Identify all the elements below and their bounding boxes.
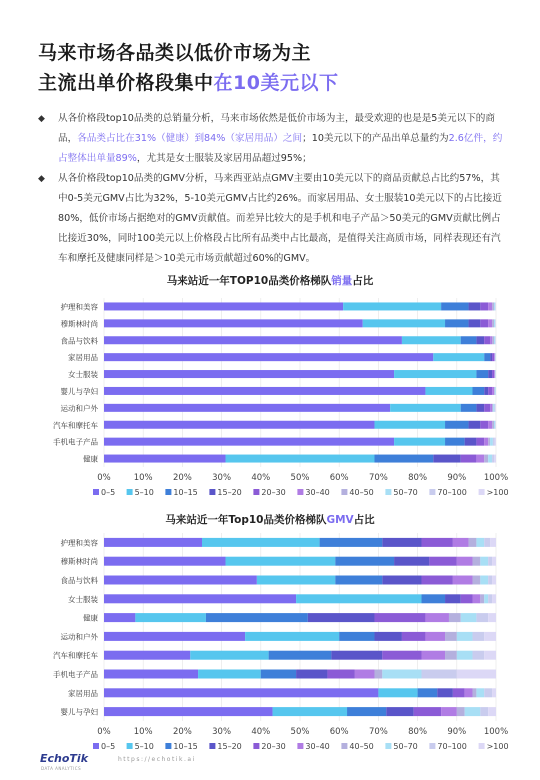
chart-1-bar-segment — [335, 576, 382, 585]
chart-0-bar-segment — [488, 455, 492, 463]
chart-1-legend-label: 0–5 — [101, 742, 116, 751]
chart-0-bar-segment — [492, 353, 494, 361]
chart-0-bar-segment — [492, 421, 494, 429]
chart-0-category-label: 穆斯林时尚 — [60, 319, 98, 329]
chart-1-x-tick-label: 60% — [329, 727, 349, 737]
chart-0-bar-segment — [476, 336, 484, 344]
sales-share-chart — [0, 290, 540, 510]
chart-1-bar-segment — [206, 613, 308, 622]
chart-1-legend-label: 50–70 — [393, 742, 418, 751]
chart-0-x-tick-label: 90% — [447, 473, 467, 483]
chart-0-legend-label: 5–10 — [134, 488, 154, 497]
chart-1-bar-segment — [484, 688, 492, 697]
chart-0-bar-segment — [461, 404, 477, 412]
chart-0-bar-segment — [493, 404, 494, 412]
chart-1-bar-segment — [296, 594, 421, 603]
chart-0-legend-swatch — [93, 489, 99, 495]
echotik-logo: EchoTik — [40, 752, 89, 765]
bullet-sales-mid: ；10美元以下的产品出单总量约为 — [302, 133, 449, 144]
gmv-chart-title-text: 马来站近一年Top10品类价格梯队 — [165, 514, 327, 526]
chart-1-category-label: 运动和户外 — [60, 632, 98, 642]
chart-1-bar-segment — [465, 688, 473, 697]
chart-1-bar-segment — [104, 594, 296, 603]
chart-0-bar-segment — [488, 421, 492, 429]
chart-0-bar-segment — [480, 319, 488, 327]
chart-1-bar-segment — [374, 632, 401, 641]
chart-0-bar-segment — [104, 387, 425, 395]
chart-1-bar-segment — [355, 670, 375, 679]
chart-1-bar-segment — [414, 707, 441, 716]
chart-0-legend-label: 30–40 — [305, 488, 330, 497]
chart-0-x-tick-label: 30% — [212, 473, 232, 483]
logo-subtitle: DATA ANALYTICS — [41, 766, 82, 771]
chart-0-bar-segment — [445, 438, 465, 446]
bullet-gmv-text: 从各价格段top10品类的GMV分析，马来西亚站点GMV主要由10美元以下的商品贡献总占比约57%，其中0-5美元GMV占比为32%，5-10美元GMV占比约26%。而家居用品、女士服装10美元以下的占比接近80%，低价市场占据绝对的GMV贡献值。而差异比较大的是手机和电子产品＞50美元的GMV贡献比例占比接近30%，同时100美元以上价格段占比所有品类中占比最高，是值得关注高质市场，同样表现还有汽车和摩托及健康同样是＞10美元市场贡献超过60%的GMV。 — [58, 173, 502, 264]
chart-0-legend-swatch — [297, 489, 303, 495]
chart-1-bar-segment — [339, 632, 374, 641]
chart-1-bar-segment — [257, 576, 335, 585]
chart-0-bar-segment — [490, 353, 492, 361]
sales-chart-title-highlight: 销量 — [331, 275, 353, 287]
chart-0-legend-swatch — [341, 489, 347, 495]
chart-0-x-tick-label: 50% — [290, 473, 310, 483]
diamond-icon: ◆ — [38, 114, 45, 124]
chart-0-bar-segment — [465, 438, 477, 446]
chart-1-x-tick-label: 20% — [172, 727, 192, 737]
chart-0-bar-segment — [495, 387, 496, 395]
sales-chart-title-text: 马来站近一年TOP10品类价格梯队 — [166, 275, 332, 287]
chart-1-bar-segment — [457, 632, 473, 641]
chart-0-bar-segment — [488, 302, 492, 310]
chart-1-legend-label: 40–50 — [349, 742, 374, 751]
chart-1-bar-segment — [461, 594, 473, 603]
chart-0-category-label: 食品与饮料 — [60, 336, 98, 346]
chart-1-x-tick-label: 10% — [133, 727, 153, 737]
chart-0-bar-segment — [494, 336, 495, 344]
chart-0-bar-segment — [492, 302, 494, 310]
chart-1-bar-segment — [461, 613, 477, 622]
chart-0-bar-segment — [492, 387, 494, 395]
chart-0-bar-segment — [104, 421, 374, 429]
chart-1-bar-segment — [104, 538, 202, 547]
chart-1-bar-segment — [488, 707, 496, 716]
chart-1-legend-swatch — [165, 743, 171, 749]
gmv-chart-title-highlight: GMV — [326, 514, 354, 526]
chart-1-legend-swatch — [429, 743, 435, 749]
chart-1-category-label: 汽车和摩托车 — [53, 651, 98, 661]
chart-1-bar-segment — [104, 632, 245, 641]
chart-1-bar-segment — [453, 538, 469, 547]
chart-0-legend-swatch — [209, 489, 215, 495]
chart-0-x-tick-label: 80% — [408, 473, 428, 483]
chart-0-bar-segment — [104, 404, 390, 412]
chart-0-bar-segment — [495, 404, 496, 412]
chart-1-bar-segment — [484, 651, 496, 660]
chart-0-bar-segment — [445, 319, 469, 327]
chart-0-bar-segment — [226, 455, 375, 463]
chart-0-x-tick-label: 70% — [368, 473, 388, 483]
chart-0-bar-segment — [433, 353, 484, 361]
chart-0-bar-segment — [104, 370, 394, 378]
chart-1-x-tick-label: 90% — [447, 727, 467, 737]
chart-1-bar-segment — [472, 594, 480, 603]
bullet-sales-post: ，尤其是女士服装及家居用品超过95%； — [136, 153, 312, 164]
chart-0-legend-label: 10–15 — [173, 488, 198, 497]
chart-0-bar-segment — [494, 302, 495, 310]
chart-0-bar-segment — [394, 370, 476, 378]
chart-0-bar-segment — [469, 421, 481, 429]
chart-1-bar-segment — [425, 613, 449, 622]
chart-1-bar-segment — [445, 651, 457, 660]
chart-1-bar-segment — [457, 557, 473, 566]
gmv-share-chart — [0, 527, 540, 752]
chart-0-bar-segment — [104, 302, 343, 310]
chart-1-legend-swatch — [209, 743, 215, 749]
chart-0-x-tick-label: 0% — [97, 473, 111, 483]
chart-1-bar-segment — [269, 651, 332, 660]
chart-1-x-tick-label: 50% — [290, 727, 310, 737]
chart-1-legend-swatch — [479, 743, 485, 749]
chart-0-legend-swatch — [385, 489, 391, 495]
chart-1-bar-segment — [402, 632, 426, 641]
chart-1-bar-segment — [465, 707, 481, 716]
chart-1-bar-segment — [331, 651, 382, 660]
chart-0-bar-segment — [433, 455, 460, 463]
chart-0-bar-segment — [480, 421, 488, 429]
chart-0-bar-segment — [494, 387, 495, 395]
chart-0-bar-segment — [104, 455, 226, 463]
chart-1-bar-segment — [453, 576, 473, 585]
chart-1-bar-segment — [445, 594, 461, 603]
chart-0-legend-label: >100 — [486, 488, 509, 497]
chart-1-bar-segment — [382, 538, 421, 547]
chart-1-x-tick-label: 80% — [408, 727, 428, 737]
chart-1-bar-segment — [394, 557, 429, 566]
chart-1-bar-segment — [441, 707, 457, 716]
chart-1-bar-segment — [488, 613, 496, 622]
chart-1-bar-segment — [472, 651, 484, 660]
chart-0-bar-segment — [494, 353, 495, 361]
chart-1-bar-segment — [382, 651, 421, 660]
chart-1-bar-segment — [135, 613, 206, 622]
chart-0-bar-segment — [476, 438, 484, 446]
page-title — [38, 38, 338, 98]
chart-0-x-tick-label: 20% — [172, 473, 192, 483]
chart-1-category-label: 护理和美容 — [60, 538, 98, 548]
chart-0-bar-segment — [441, 302, 468, 310]
chart-0-bar-segment — [343, 302, 441, 310]
title-line-2-text: 主流出单价格段集中 — [38, 72, 214, 94]
chart-0-bar-segment — [494, 404, 495, 412]
chart-0-bar-segment — [488, 438, 490, 446]
chart-1-bar-segment — [104, 613, 135, 622]
bullet-sales-highlight-2: 2.6亿件，约占整体出单量89% — [58, 133, 503, 164]
chart-0-bar-segment — [484, 387, 488, 395]
chart-1-bar-segment — [492, 576, 496, 585]
chart-0-legend-label: 20–30 — [261, 488, 286, 497]
chart-0-bar-segment — [390, 404, 461, 412]
bullet-gmv — [38, 169, 508, 269]
chart-1-category-label: 健康 — [83, 613, 98, 623]
chart-0-bar-segment — [104, 336, 402, 344]
chart-0-bar-segment — [492, 404, 493, 412]
chart-0-bar-segment — [495, 438, 496, 446]
chart-0-x-tick-label: 40% — [251, 473, 271, 483]
chart-1-x-tick-label: 0% — [97, 727, 111, 737]
chart-1-bar-segment — [488, 576, 492, 585]
chart-0-bar-segment — [484, 455, 488, 463]
chart-1-legend-swatch — [385, 743, 391, 749]
chart-1-bar-segment — [472, 557, 480, 566]
chart-0-bar-segment — [104, 438, 394, 446]
chart-1-bar-segment — [382, 576, 421, 585]
chart-0-bar-segment — [492, 319, 494, 327]
chart-1-category-label: 手机电子产品 — [53, 670, 98, 679]
chart-0-bar-segment — [374, 455, 433, 463]
chart-1-bar-segment — [457, 670, 496, 679]
chart-1-bar-segment — [480, 576, 488, 585]
footer — [40, 752, 500, 774]
chart-0-bar-segment — [494, 455, 496, 463]
chart-1-bar-segment — [453, 688, 465, 697]
chart-0-category-label: 婴儿与孕妇 — [60, 386, 98, 396]
chart-1-bar-segment — [378, 688, 417, 697]
chart-1-bar-segment — [347, 707, 386, 716]
chart-0-x-tick-label: 100% — [483, 473, 509, 483]
chart-0-legend-swatch — [127, 489, 133, 495]
chart-0-category-label: 手机电子产品 — [53, 437, 98, 447]
chart-0-bar-segment — [484, 353, 490, 361]
chart-1-category-label: 女士服装 — [68, 594, 98, 604]
chart-1-bar-segment — [335, 557, 394, 566]
chart-0-legend-label: 70–100 — [437, 488, 467, 497]
chart-0-bar-segment — [492, 370, 494, 378]
bullet-sales — [38, 109, 508, 169]
title-highlight: 在10美元以下 — [213, 72, 339, 94]
chart-1-bar-segment — [445, 632, 457, 641]
chart-1-legend-label: 10–15 — [173, 742, 198, 751]
chart-1-legend-label: 70–100 — [437, 742, 467, 751]
chart-1-bar-segment — [226, 557, 336, 566]
analysis-bullets — [38, 109, 508, 269]
chart-0-bar-segment — [476, 455, 484, 463]
chart-0-bar-segment — [492, 336, 494, 344]
chart-0-legend-swatch — [429, 489, 435, 495]
chart-1-bar-segment — [320, 538, 383, 547]
chart-1-category-label: 食品与饮料 — [60, 576, 98, 585]
chart-1-bar-segment — [418, 688, 438, 697]
chart-1-legend-label: 15–20 — [217, 742, 242, 751]
chart-0-legend-swatch — [165, 489, 171, 495]
gmv-chart-title — [0, 512, 540, 527]
chart-0-bar-segment — [480, 302, 488, 310]
chart-0-bar-segment — [476, 370, 488, 378]
chart-1-legend-label: 30–40 — [305, 742, 330, 751]
bullet-sales-highlight-1: 各品类占比在31%（健康）到84%（家居用品）之间 — [77, 133, 303, 144]
chart-0-bar-segment — [394, 438, 445, 446]
chart-0-bar-segment — [363, 319, 445, 327]
chart-1-bar-segment — [104, 670, 198, 679]
chart-1-bar-segment — [422, 576, 453, 585]
chart-0-bar-segment — [104, 353, 433, 361]
chart-0-bar-segment — [469, 319, 481, 327]
title-line-1: 马来市场各品类以低价市场为主 — [38, 42, 312, 64]
chart-1-bar-segment — [104, 557, 226, 566]
chart-1-legend-swatch — [253, 743, 259, 749]
chart-0-bar-segment — [425, 387, 472, 395]
chart-1-bar-segment — [296, 670, 327, 679]
chart-0-x-tick-label: 10% — [133, 473, 153, 483]
chart-1-category-label: 穆斯林时尚 — [60, 557, 98, 567]
chart-0-bar-segment — [488, 319, 492, 327]
chart-1-bar-segment — [488, 557, 492, 566]
chart-0-category-label: 护理和美容 — [60, 302, 98, 312]
chart-1-bar-segment — [492, 688, 496, 697]
chart-1-legend-label: 5–10 — [134, 742, 154, 751]
chart-0-category-label: 汽车和摩托车 — [53, 420, 98, 430]
chart-1-bar-segment — [472, 632, 484, 641]
chart-0-bar-segment — [472, 387, 484, 395]
chart-0-bar-segment — [490, 404, 492, 412]
chart-0-legend-label: 40–50 — [349, 488, 374, 497]
chart-1-bar-segment — [425, 632, 445, 641]
chart-1-bar-segment — [104, 651, 190, 660]
chart-0-bar-segment — [488, 370, 492, 378]
site-url: https://echotik.ai — [118, 756, 196, 763]
chart-1-bar-segment — [202, 538, 320, 547]
chart-1-legend-label: >100 — [486, 742, 509, 751]
chart-0-category-label: 运动和户外 — [60, 403, 98, 413]
chart-1-bar-segment — [484, 538, 490, 547]
chart-1-bar-segment — [261, 670, 296, 679]
chart-1-bar-segment — [449, 613, 461, 622]
gmv-chart-title-suffix: 占比 — [353, 514, 375, 526]
chart-1-x-tick-label: 30% — [212, 727, 232, 737]
chart-1-bar-segment — [190, 651, 268, 660]
chart-1-bar-segment — [422, 538, 453, 547]
chart-0-legend-swatch — [479, 489, 485, 495]
chart-1-bar-segment — [386, 707, 413, 716]
chart-1-bar-segment — [327, 670, 354, 679]
title-line-2 — [38, 68, 338, 98]
chart-1-bar-segment — [490, 538, 496, 547]
chart-0-legend-label: 15–20 — [217, 488, 242, 497]
chart-1-bar-segment — [457, 651, 473, 660]
chart-1-bar-segment — [104, 576, 257, 585]
chart-0-bar-segment — [461, 336, 477, 344]
chart-0-legend-label: 0–5 — [101, 488, 116, 497]
chart-0-bar-segment — [484, 336, 490, 344]
chart-1-bar-segment — [422, 594, 446, 603]
chart-1-category-label: 家居用品 — [68, 688, 98, 698]
chart-1-legend-swatch — [297, 743, 303, 749]
chart-1-bar-segment — [382, 670, 421, 679]
chart-0-bar-segment — [469, 302, 481, 310]
chart-0-bar-segment — [374, 421, 445, 429]
chart-1-bar-segment — [484, 594, 488, 603]
chart-1-x-tick-label: 40% — [251, 727, 271, 737]
chart-1-bar-segment — [374, 613, 425, 622]
chart-0-bar-segment — [490, 336, 492, 344]
chart-1-bar-segment — [273, 707, 347, 716]
chart-0-bar-segment — [490, 438, 493, 446]
chart-1-legend-swatch — [341, 743, 347, 749]
chart-1-bar-segment — [480, 594, 484, 603]
chart-1-category-label: 婴儿与孕妇 — [60, 707, 98, 717]
chart-1-x-tick-label: 100% — [483, 727, 509, 737]
chart-0-bar-segment — [484, 438, 488, 446]
chart-1-legend-swatch — [127, 743, 133, 749]
chart-1-bar-segment — [488, 594, 492, 603]
chart-1-bar-segment — [437, 688, 453, 697]
chart-1-bar-segment — [472, 576, 480, 585]
chart-0-bar-segment — [484, 404, 490, 412]
chart-1-bar-segment — [484, 632, 496, 641]
chart-0-category-label: 家居用品 — [68, 353, 98, 363]
chart-0-bar-segment — [402, 336, 461, 344]
chart-0-bar-segment — [494, 370, 495, 378]
chart-0-bar-segment — [494, 421, 495, 429]
chart-0-category-label: 健康 — [83, 454, 98, 464]
chart-1-bar-segment — [374, 670, 382, 679]
chart-0-legend-swatch — [253, 489, 259, 495]
chart-1-bar-segment — [308, 613, 375, 622]
chart-1-bar-segment — [492, 594, 496, 603]
chart-0-bar-segment — [476, 404, 484, 412]
chart-1-bar-segment — [104, 688, 378, 697]
chart-0-legend-label: 50–70 — [393, 488, 418, 497]
chart-0-bar-segment — [461, 455, 477, 463]
chart-0-bar-segment — [104, 319, 363, 327]
chart-1-bar-segment — [457, 707, 465, 716]
chart-1-bar-segment — [245, 632, 339, 641]
chart-1-bar-segment — [429, 557, 456, 566]
sales-chart-title-suffix: 占比 — [352, 275, 374, 287]
chart-0-bar-segment — [488, 387, 492, 395]
chart-1-bar-segment — [422, 651, 446, 660]
chart-0-bar-segment — [494, 319, 495, 327]
chart-1-bar-segment — [480, 557, 488, 566]
sales-chart-title — [0, 273, 540, 288]
bullet-sales-text: 从各价格段top10品类的总销量分析，马来市场依然是低价市场为主，最受欢迎的也是是5美元以下的商品， — [58, 113, 495, 144]
chart-1-bar-segment — [469, 538, 477, 547]
chart-1-x-tick-label: 70% — [368, 727, 388, 737]
chart-0-category-label: 女士服装 — [68, 370, 98, 380]
chart-1-legend-label: 20–30 — [261, 742, 286, 751]
chart-1-bar-segment — [472, 688, 476, 697]
chart-1-bar-segment — [476, 688, 484, 697]
chart-1-bar-segment — [480, 707, 488, 716]
chart-0-bar-segment — [492, 455, 494, 463]
chart-1-bar-segment — [492, 557, 496, 566]
chart-1-bar-segment — [476, 613, 488, 622]
chart-0-x-tick-label: 60% — [329, 473, 349, 483]
chart-1-bar-segment — [476, 538, 484, 547]
chart-0-bar-segment — [493, 438, 495, 446]
chart-1-bar-segment — [422, 670, 457, 679]
chart-1-legend-swatch — [93, 743, 99, 749]
chart-1-bar-segment — [198, 670, 261, 679]
diamond-icon: ◆ — [38, 174, 45, 184]
chart-0-bar-segment — [445, 421, 469, 429]
chart-1-bar-segment — [104, 707, 273, 716]
